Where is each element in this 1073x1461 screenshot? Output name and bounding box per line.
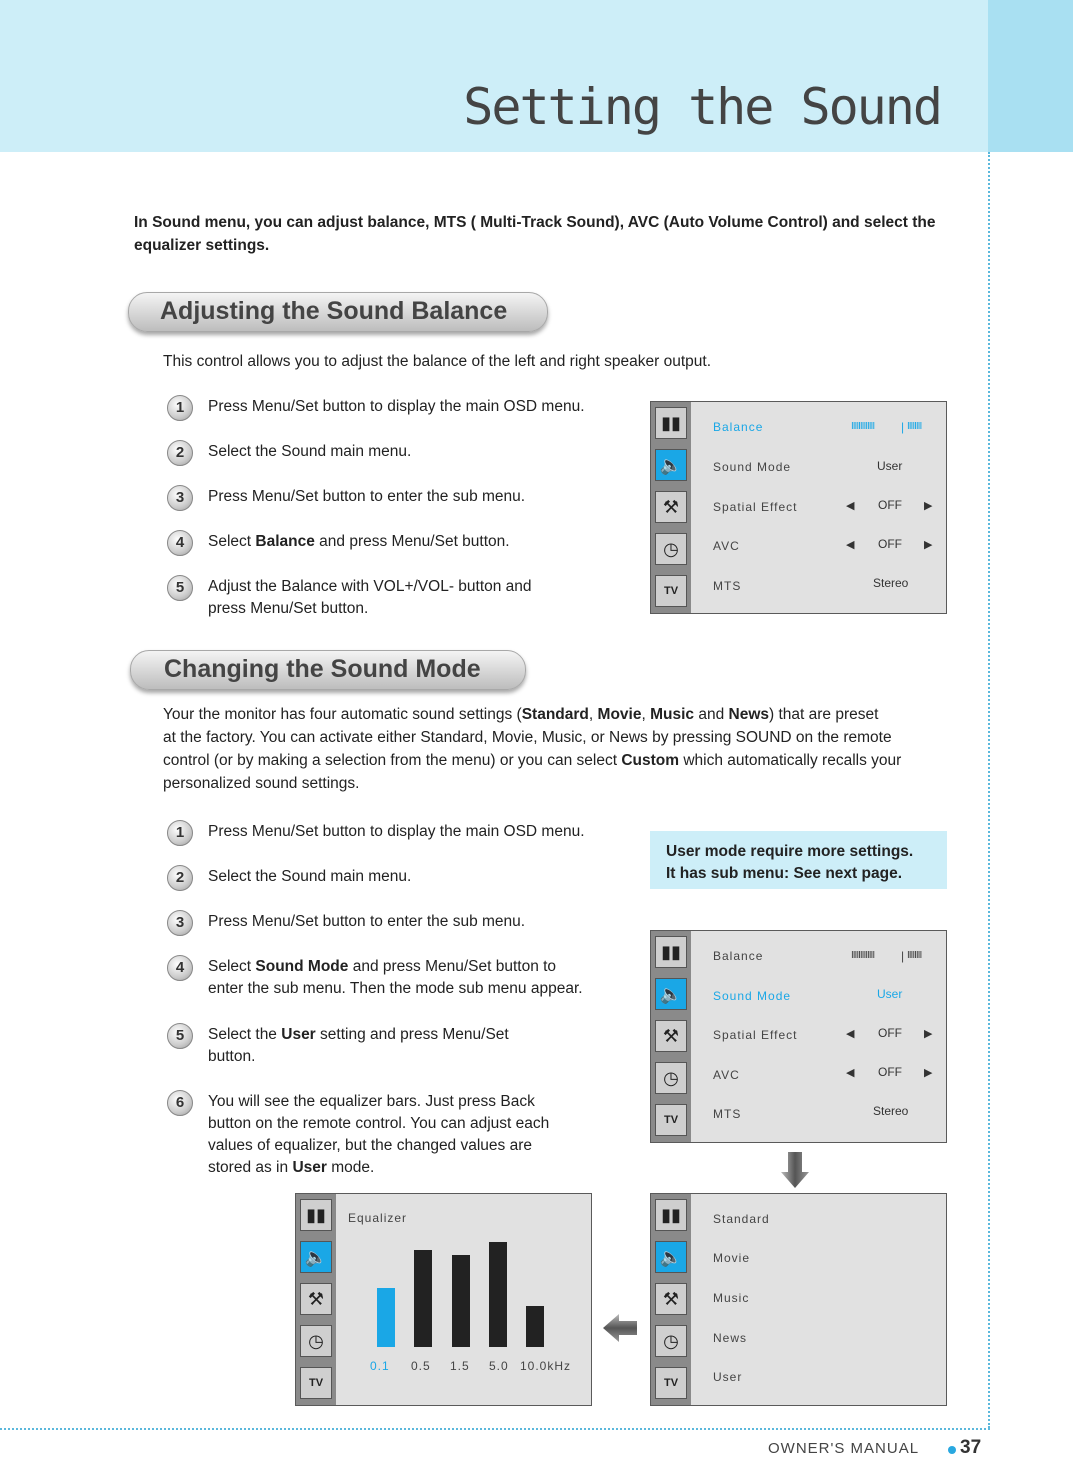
- picture-icon: ▮▮: [655, 1199, 687, 1231]
- mode-item-movie: Movie: [713, 1251, 751, 1265]
- speaker-icon: 🔈: [300, 1241, 332, 1273]
- text-bold: Music: [650, 706, 695, 723]
- note-line: User mode require more settings.: [666, 843, 914, 860]
- step-line: [208, 1157, 549, 1179]
- note-line: It has sub menu: See next page.: [666, 865, 903, 882]
- step-text: [208, 1024, 509, 1068]
- sound-mode-value: User: [877, 459, 903, 473]
- text-bold: User: [281, 1026, 316, 1043]
- osd-equalizer: [295, 1193, 592, 1406]
- arrow-left-icon: ◀: [846, 1028, 855, 1040]
- text-run: ) that are preset: [769, 706, 879, 723]
- arrow-left-icon: ◀: [846, 539, 855, 551]
- step-badge: 3: [167, 485, 193, 511]
- picture-icon: ▮▮: [655, 407, 687, 439]
- step-text: Press Menu/Set button to display the main OSD menu.: [208, 823, 585, 840]
- eq-band-label: 0.1: [370, 1359, 390, 1373]
- osd-sidebar: [296, 1194, 336, 1405]
- step-line: button on the remote control. You can adjust each: [208, 1115, 550, 1132]
- speaker-icon: 🔈: [655, 449, 687, 481]
- header-side-tab: [988, 0, 1073, 152]
- mts-value: Stereo: [873, 576, 909, 590]
- step-text: Select the Sound main menu.: [208, 443, 412, 460]
- mode-desc-line: personalized sound settings.: [163, 775, 360, 792]
- mode-item-standard: Standard: [713, 1212, 770, 1226]
- tools-icon: ⚒: [300, 1283, 332, 1315]
- text-run: control (or by making a selection from the menu) or you can select: [163, 752, 622, 769]
- eq-band-label: 1.5: [450, 1359, 470, 1373]
- mode-item-user: User: [713, 1370, 743, 1384]
- text-run: and press Menu/Set button to: [348, 958, 557, 975]
- text-bold: Movie: [597, 706, 642, 723]
- eq-bar[interactable]: [377, 1288, 395, 1347]
- footer-label: OWNER'S MANUAL: [768, 1440, 920, 1457]
- step-text: [208, 956, 583, 1000]
- step-badge: 1: [167, 395, 193, 421]
- footer-dot: [948, 1446, 956, 1454]
- step-badge: 2: [167, 865, 193, 891]
- tv-icon: TV: [655, 1104, 687, 1136]
- osd-sidebar: [651, 402, 691, 613]
- text-run: which automatically recalls your: [679, 752, 902, 769]
- text-run: ,: [588, 706, 598, 723]
- step-text-pre: Select: [208, 533, 256, 550]
- left-arrow-icon: [603, 1314, 637, 1342]
- text-bold: Sound Mode: [255, 958, 349, 975]
- arrow-left-icon: ◀: [846, 500, 855, 512]
- mode-description: [163, 703, 943, 795]
- mode-item-music: Music: [713, 1291, 750, 1305]
- step-line: Adjust the Balance with VOL+/VOL- button and: [208, 578, 532, 595]
- step-badge: 5: [167, 1023, 193, 1049]
- step-text: Press Menu/Set button to enter the sub menu.: [208, 913, 526, 930]
- eq-band-label: 0.5: [411, 1359, 431, 1373]
- eq-band-label: 10.0kHz: [520, 1359, 572, 1373]
- eq-bar[interactable]: [452, 1255, 470, 1347]
- right-border-dotted: [988, 152, 990, 1428]
- step-badge: 2: [167, 440, 193, 466]
- text-run: setting and press Menu/Set: [315, 1026, 509, 1043]
- tv-icon: TV: [655, 1367, 687, 1399]
- tools-icon: ⚒: [655, 491, 687, 523]
- tools-icon: ⚒: [655, 1020, 687, 1052]
- step-line: You will see the equalizer bars. Just press Back: [208, 1093, 535, 1110]
- step-text-bold: Balance: [255, 533, 315, 550]
- menu-item-avc: AVC: [713, 1068, 740, 1082]
- sound-mode-value: User: [877, 987, 903, 1001]
- arrow-right-icon: ▶: [924, 1028, 933, 1040]
- eq-bar[interactable]: [526, 1306, 544, 1347]
- step-line: press Menu/Set button.: [208, 600, 369, 617]
- text-bold: Standard: [521, 706, 589, 723]
- step-text: [208, 576, 532, 620]
- intro-text: In Sound menu, you can adjust balance, MTS ( Multi-Track Sound), AVC (Auto Volume Control) and select the equalizer settings.: [134, 214, 936, 254]
- menu-item-avc: AVC: [713, 539, 740, 553]
- menu-item-balance: Balance: [713, 420, 764, 434]
- menu-item-mts: MTS: [713, 579, 742, 593]
- text-run: ,: [641, 706, 651, 723]
- section-heading-pill-mode: [130, 650, 526, 690]
- text-run: stored as in: [208, 1159, 293, 1176]
- balance-ticks-left: IIIIIIIIIIIII: [851, 950, 875, 961]
- clock-icon: ◷: [300, 1325, 332, 1357]
- balance-marker: |: [901, 949, 904, 963]
- step-badge: 3: [167, 910, 193, 936]
- page-title: Setting the Sound: [463, 78, 941, 136]
- menu-item-mts: MTS: [713, 1107, 742, 1121]
- tools-icon: ⚒: [655, 1283, 687, 1315]
- spatial-effect-value: OFF: [878, 1026, 902, 1040]
- mode-desc-line: [163, 749, 943, 772]
- text-bold: News: [728, 706, 770, 723]
- step-badge: 6: [167, 1090, 193, 1116]
- speaker-icon: 🔈: [655, 1241, 687, 1273]
- step-line: values of equalizer, but the changed values are: [208, 1137, 533, 1154]
- mts-value: Stereo: [873, 1104, 909, 1118]
- arrow-right-icon: ▶: [924, 500, 933, 512]
- text-run: Select the: [208, 1026, 282, 1043]
- arrow-right-icon: ▶: [924, 539, 933, 551]
- step-badge: 4: [167, 530, 193, 556]
- menu-item-sound-mode: Sound Mode: [713, 460, 792, 474]
- step-line: [208, 1024, 509, 1046]
- osd-sidebar: [651, 931, 691, 1142]
- step-line: [208, 956, 583, 978]
- balance-ticks-right: IIIIIIII: [907, 950, 922, 961]
- tv-icon: TV: [655, 575, 687, 607]
- text-bold: Custom: [621, 752, 680, 769]
- menu-item-balance: Balance: [713, 949, 764, 963]
- text-run: Your the monitor has four automatic sound settings (: [163, 706, 522, 723]
- avc-value: OFF: [878, 1065, 902, 1079]
- balance-ticks-right: IIIIIIII: [907, 421, 922, 432]
- step-text-post: and press Menu/Set button.: [314, 533, 510, 550]
- text-run: mode.: [326, 1159, 375, 1176]
- section-heading-mode: Changing the Sound Mode: [164, 655, 481, 683]
- step-text: Press Menu/Set button to display the main OSD menu.: [208, 398, 585, 415]
- step-line: enter the sub menu. Then the mode sub menu appear.: [208, 980, 583, 997]
- tv-icon: TV: [300, 1367, 332, 1399]
- clock-icon: ◷: [655, 1325, 687, 1357]
- menu-item-spatial-effect: Spatial Effect: [713, 1028, 798, 1042]
- page-number: 37: [960, 1437, 982, 1458]
- avc-value: OFF: [878, 537, 902, 551]
- step-text: [208, 1091, 549, 1179]
- step-line: button.: [208, 1048, 256, 1065]
- arrow-right-icon: ▶: [924, 1067, 933, 1079]
- osd-menu-balance: [650, 401, 947, 614]
- menu-item-spatial-effect: Spatial Effect: [713, 500, 798, 514]
- section-heading-balance: Adjusting the Sound Balance: [160, 297, 508, 325]
- osd-menu-sound-mode: [650, 930, 947, 1143]
- osd-sidebar: [651, 1194, 691, 1405]
- equalizer-title: Equalizer: [348, 1211, 408, 1225]
- text-run: and: [694, 706, 729, 723]
- balance-ticks-left: IIIIIIIIIIIII: [851, 421, 875, 432]
- note-text: [666, 841, 913, 885]
- picture-icon: ▮▮: [655, 936, 687, 968]
- spatial-effect-value: OFF: [878, 498, 902, 512]
- menu-item-sound-mode: Sound Mode: [713, 989, 792, 1003]
- step-badge: 4: [167, 955, 193, 981]
- text-bold: User: [292, 1159, 327, 1176]
- mode-desc-line: at the factory. You can activate either Standard, Movie, Music, or News by pressing SOUND on the remote: [163, 729, 892, 746]
- mode-desc-line: [163, 703, 943, 726]
- step-text: Select the Sound main menu.: [208, 868, 412, 885]
- eq-bar[interactable]: [489, 1242, 507, 1347]
- text-run: Select: [208, 958, 256, 975]
- picture-icon: ▮▮: [300, 1199, 332, 1231]
- clock-icon: ◷: [655, 1062, 687, 1094]
- arrow-left-icon: ◀: [846, 1067, 855, 1079]
- speaker-icon: 🔈: [655, 978, 687, 1010]
- step-badge: 1: [167, 820, 193, 846]
- mode-item-news: News: [713, 1331, 748, 1345]
- step-badge: 5: [167, 575, 193, 601]
- eq-bar[interactable]: [414, 1250, 432, 1347]
- balance-marker: |: [901, 420, 904, 434]
- clock-icon: ◷: [655, 533, 687, 565]
- eq-band-label: 5.0: [489, 1359, 509, 1373]
- note-box: [650, 831, 947, 889]
- section-heading-pill-balance: [128, 292, 548, 332]
- balance-description: This control allows you to adjust the balance of the left and right speaker output.: [163, 353, 711, 370]
- step-text: [208, 531, 510, 553]
- osd-mode-submenu: [650, 1193, 947, 1406]
- bottom-border-dotted: [0, 1428, 990, 1430]
- down-arrow-icon: [781, 1152, 809, 1188]
- step-text: Press Menu/Set button to enter the sub menu.: [208, 488, 526, 505]
